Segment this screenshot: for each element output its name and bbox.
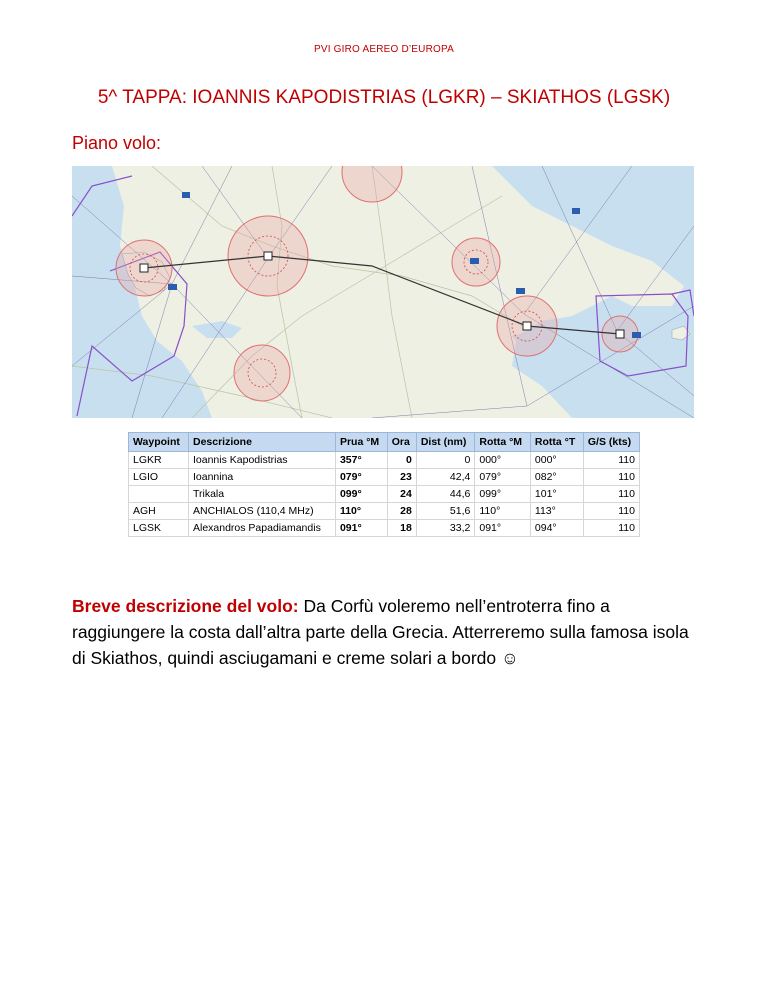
cell-ora: 0 <box>387 452 416 469</box>
col-gs: G/S (kts) <box>583 433 639 452</box>
cell-prua: 099° <box>335 486 387 503</box>
col-dist: Dist (nm) <box>416 433 475 452</box>
cell-ora: 18 <box>387 520 416 537</box>
waypoint-lgsk-marker <box>616 330 624 338</box>
cell-prua: 110° <box>335 503 387 520</box>
waypoint-lgio-marker <box>264 252 272 260</box>
cell-prua: 079° <box>335 469 387 486</box>
table-row <box>129 469 640 486</box>
cell-rotta-t: 094° <box>530 520 583 537</box>
page-title: 5^ TAPPA: IOANNIS KAPODISTRIAS (LGKR) – SKIATHOS (LGSK) <box>97 87 671 108</box>
description-lead: Breve descrizione del volo: <box>72 596 299 616</box>
cell-dist: 44,6 <box>416 486 475 503</box>
flight-plan-table-wrapper <box>128 432 640 537</box>
cell-rotta-m: 110° <box>475 503 531 520</box>
cell-descrizione: ANCHIALOS (110,4 MHz) <box>188 503 335 520</box>
col-ora: Ora <box>387 433 416 452</box>
table-row <box>129 486 640 503</box>
cell-waypoint: LGKR <box>129 452 189 469</box>
cell-ora: 24 <box>387 486 416 503</box>
cell-gs: 110 <box>583 469 639 486</box>
waypoint-lgkr-marker <box>140 264 148 272</box>
description-text: Da Corfù voleremo nell’entroterra fino a raggiungere la costa dall’altra parte della Grecia. Atterreremo sulla famosa isola di Skiathos, quindi asciugamani e creme solari a bordo <box>72 596 689 668</box>
table-row <box>129 520 640 537</box>
cell-waypoint: LGSK <box>129 520 189 537</box>
cell-gs: 110 <box>583 520 639 537</box>
col-rotta-t: Rotta °T <box>530 433 583 452</box>
cell-waypoint <box>129 486 189 503</box>
cell-gs: 110 <box>583 486 639 503</box>
col-descrizione: Descrizione <box>188 433 335 452</box>
cell-gs: 110 <box>583 452 639 469</box>
col-waypoint: Waypoint <box>129 433 189 452</box>
cell-descrizione: Trikala <box>188 486 335 503</box>
col-prua: Prua °M <box>335 433 387 452</box>
table-header-row <box>129 433 640 452</box>
smiley-icon: ☺ <box>501 648 519 668</box>
cell-rotta-t: 082° <box>530 469 583 486</box>
cell-dist: 42,4 <box>416 469 475 486</box>
cell-prua: 091° <box>335 520 387 537</box>
cell-descrizione: Ioannina <box>188 469 335 486</box>
route-map-svg <box>72 166 694 418</box>
cell-dist: 0 <box>416 452 475 469</box>
cell-prua: 357° <box>335 452 387 469</box>
route-map <box>72 166 694 418</box>
cell-rotta-t: 101° <box>530 486 583 503</box>
page-header: PVI GIRO AEREO D’EUROPA <box>313 44 454 55</box>
cell-dist: 33,2 <box>416 520 475 537</box>
table-row <box>129 452 640 469</box>
flight-description <box>72 593 692 671</box>
cell-rotta-m: 079° <box>475 469 531 486</box>
cell-rotta-m: 099° <box>475 486 531 503</box>
cell-rotta-m: 091° <box>475 520 531 537</box>
table-row <box>129 503 640 520</box>
col-rotta-m: Rotta °M <box>475 433 531 452</box>
cell-ora: 23 <box>387 469 416 486</box>
flight-plan-heading: Piano volo: <box>72 133 162 153</box>
waypoint-agh-marker <box>523 322 531 330</box>
cell-rotta-m: 000° <box>475 452 531 469</box>
cell-dist: 51,6 <box>416 503 475 520</box>
cell-waypoint: LGIO <box>129 469 189 486</box>
cell-rotta-t: 113° <box>530 503 583 520</box>
flight-plan-table <box>128 432 640 537</box>
cell-descrizione: Alexandros Papadiamandis <box>188 520 335 537</box>
cell-ora: 28 <box>387 503 416 520</box>
cell-rotta-t: 000° <box>530 452 583 469</box>
cell-gs: 110 <box>583 503 639 520</box>
cell-descrizione: Ioannis Kapodistrias <box>188 452 335 469</box>
cell-waypoint: AGH <box>129 503 189 520</box>
